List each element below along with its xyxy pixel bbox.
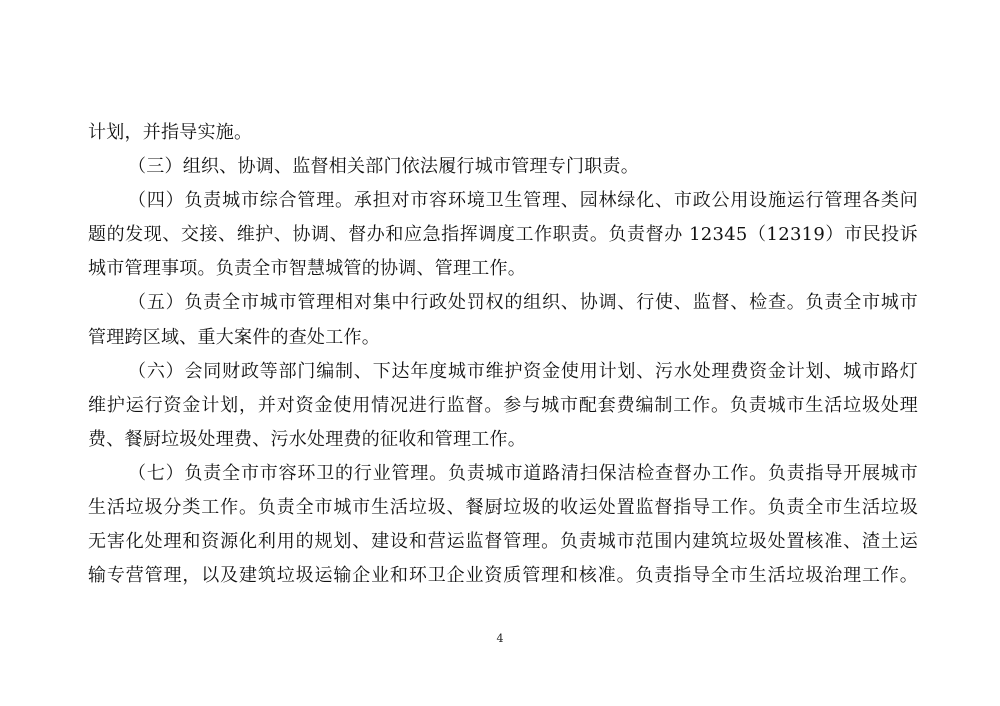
document-body [88,116,918,593]
text-line: 管理跨区域、重大案件的查处工作。 [88,326,380,348]
text-line: 无害化处理和资源化利用的规划、建设和营运监督管理。负责城市范围内建筑垃圾处置核准、渣土运 [88,531,918,553]
text-line-paragraph-7-start: （七）负责全市市容环卫的行业管理。负责城市道路清扫保洁检查督办工作。负责指导开展城市 [128,462,918,484]
text-line-paragraph-3-start: （三）组织、协调、监督相关部门依法履行城市管理专门职责。 [128,156,639,178]
text-line: 输专营管理，以及建筑垃圾运输企业和环卫企业资质管理和核准。负责指导全市生活垃圾治理工作。 [88,565,918,587]
text-line: 生活垃圾分类工作。负责全市城市生活垃圾、餐厨垃圾的收运处置监督指导工作。负责全市生活垃圾 [88,497,918,519]
text-line: 费、餐厨垃圾处理费、污水处理费的征收和管理工作。 [88,428,526,450]
text-line: 题的发现、交接、维护、协调、督办和应急指挥调度工作职责。负责督办 12345（12319）市民投诉 [88,224,918,246]
page-number: 4 [496,632,504,645]
text-line-paragraph-6-start: （六）会同财政等部门编制、下达年度城市维护资金使用计划、污水处理费资金计划、城市路灯 [128,360,918,382]
text-line: 城市管理事项。负责全市智慧城管的协调、管理工作。 [88,258,526,280]
text-line-paragraph-5-start: （五）负责全市城市管理相对集中行政处罚权的组织、协调、行使、监督、检查。负责全市城市 [128,292,918,314]
text-line-paragraph-4-start: （四）负责城市综合管理。承担对市容环境卫生管理、园林绿化、市政公用设施运行管理各类问 [128,190,918,212]
text-line: 计划，并指导实施。 [88,122,253,143]
text-line: 维护运行资金计划，并对资金使用情况进行监督。参与城市配套费编制工作。负责城市生活垃圾处理 [88,394,918,416]
